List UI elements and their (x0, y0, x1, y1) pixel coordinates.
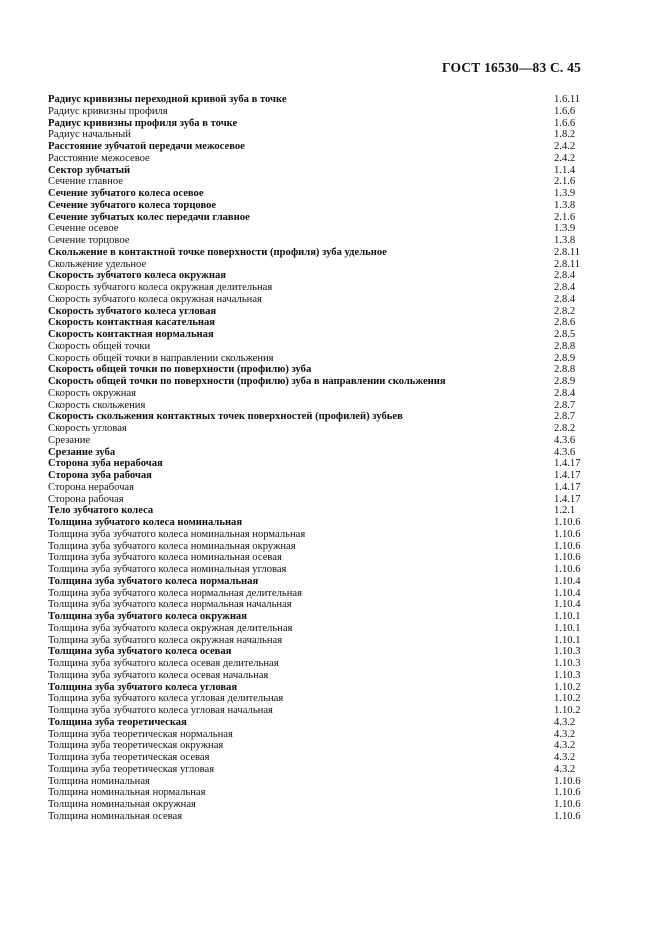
index-entry (48, 623, 583, 635)
index-entry (48, 564, 583, 576)
index-entry (48, 717, 583, 729)
index-term: Толщина зуба зубчатого колеса угловая (48, 681, 238, 693)
index-term: Скорость общей точки по поверхности (профилю) зуба в направлении скольжения (48, 376, 446, 387)
index-entry (48, 176, 583, 188)
index-reference: 2.8.4 (554, 293, 576, 305)
index-entry (48, 106, 583, 118)
index-entry (48, 212, 583, 224)
index-reference: 1.6.11 (554, 94, 581, 105)
index-term: Скорость общей точки в направлении скольжения (48, 352, 274, 364)
index-entry (48, 153, 583, 165)
index-reference: 2.8.8 (554, 340, 576, 352)
index-reference: 2.8.9 (554, 376, 576, 387)
index-entry (48, 611, 583, 623)
index-reference: 4.3.2 (554, 728, 576, 740)
index-reference: 1.10.6 (554, 528, 581, 540)
index-reference: 1.10.4 (554, 575, 581, 587)
index-reference: 1.10.3 (554, 646, 581, 658)
index-term: Сторона нерабочая (48, 481, 135, 493)
index-reference: 4.3.2 (554, 716, 576, 728)
index-reference: 1.10.6 (554, 787, 581, 799)
index-reference: 2.8.7 (554, 411, 576, 423)
index-reference: 2.8.8 (554, 364, 576, 376)
page-header: ГОСТ 16530—83 С. 45 (442, 60, 581, 75)
index-reference: 1.10.4 (554, 599, 581, 611)
index-term: Тело зубчатого колеса (48, 505, 154, 517)
index-term: Сечение зубчатого колеса торцовое (48, 199, 217, 211)
index-reference: 1.10.3 (554, 658, 581, 669)
index-reference: 2.8.4 (554, 282, 576, 293)
index-term: Скорость общей точки (48, 340, 151, 352)
index-entry (48, 129, 583, 141)
index-term: Толщина зуба зубчатого колеса окружная делительная (48, 622, 293, 634)
index-reference: 1.10.6 (554, 552, 581, 564)
index-entry (48, 729, 583, 741)
index-term: Толщина номинальная нормальная (48, 787, 206, 799)
index-reference: 4.3.2 (554, 740, 576, 752)
index-term: Скорость зубчатого колеса окружная начальная (48, 293, 262, 305)
index-entry (48, 646, 583, 658)
index-reference: 1.10.2 (554, 693, 581, 705)
index-reference: 1.8.2 (554, 129, 576, 141)
index-term: Скорость контактная нормальная (48, 329, 214, 340)
index-reference: 1.3.9 (554, 188, 576, 199)
index-reference: 2.8.5 (554, 329, 576, 340)
index-term: Сторона зуба нерабочая (48, 458, 163, 470)
index-term: Толщина зуба теоретическая угловая (48, 763, 215, 775)
index-term: Толщина номинальная окружная (48, 799, 196, 810)
index-entry (48, 341, 583, 353)
index-entry (48, 658, 583, 670)
index-reference: 1.10.2 (554, 705, 581, 716)
index-term: Толщина номинальная осевая (48, 810, 183, 822)
index-reference: 1.10.6 (554, 775, 581, 787)
index-entry (48, 764, 583, 776)
index-term: Скорость угловая (48, 423, 127, 434)
index-term: Толщина зуба зубчатого колеса номинальная угловая (48, 564, 287, 575)
index-term: Скорость зубчатого колеса окружная делительная (48, 282, 273, 293)
index-reference: 1.10.6 (554, 540, 581, 552)
index-term: Скорость окружная (48, 387, 136, 399)
index-entry (48, 635, 583, 647)
index-term: Сторона зуба рабочая (48, 470, 152, 481)
index-reference: 1.10.4 (554, 587, 581, 599)
index-entry (48, 541, 583, 553)
index-entry (48, 423, 583, 435)
index-term: Радиус кривизны переходной кривой зуба в точке (48, 94, 287, 105)
index-reference: 1.10.1 (554, 634, 581, 646)
index-term: Сечение осевое (48, 223, 119, 235)
index-entry (48, 529, 583, 541)
index-term: Скорость зубчатого колеса угловая (48, 305, 217, 317)
index-term: Толщина зуба теоретическая осевая (48, 752, 210, 763)
index-term: Толщина зуба зубчатого колеса осевая делительная (48, 658, 279, 669)
index-reference: 2.8.7 (554, 399, 576, 411)
index-term: Сторона рабочая (48, 493, 124, 505)
index-entry (48, 294, 583, 306)
index-entry (48, 329, 583, 341)
index-term: Скорость общей точки по поверхности (профилю) зуба (48, 364, 312, 376)
index-term: Радиус начальный (48, 129, 131, 141)
index-entry (48, 317, 583, 329)
index-term: Толщина зуба теоретическая окружная (48, 740, 224, 752)
index-reference: 1.10.3 (554, 669, 581, 681)
index-reference: 1.10.1 (554, 622, 581, 634)
index-term: Толщина зуба зубчатого колеса осевая (48, 646, 232, 658)
index-entry (48, 482, 583, 494)
index-reference: 1.10.1 (554, 611, 581, 622)
index-term: Толщина зуба теоретическая (48, 716, 187, 728)
index-term: Толщина зуба зубчатого колеса номинальная осевая (48, 552, 282, 564)
index-reference: 2.1.6 (554, 176, 576, 188)
index-term: Скольжение в контактной точке поверхности (профиля) зуба удельное (48, 246, 387, 258)
index-reference: 1.3.8 (554, 235, 576, 246)
index-entry (48, 776, 583, 788)
index-entry (48, 353, 583, 365)
index-term: Сечение зубчатых колес передачи главное (48, 211, 250, 223)
index-reference: 1.10.6 (554, 564, 581, 575)
index-reference: 2.8.4 (554, 387, 576, 399)
index-term: Скорость зубчатого колеса окружная (48, 270, 226, 282)
index-term: Расстояние межосевое (48, 152, 150, 164)
index-entry (48, 270, 583, 282)
index-entry (48, 141, 583, 153)
index-entry (48, 118, 583, 130)
index-entry (48, 400, 583, 412)
index-reference: 2.8.2 (554, 423, 576, 434)
index-entry (48, 799, 583, 811)
index-reference: 1.4.17 (554, 470, 581, 481)
index-reference: 4.3.6 (554, 434, 576, 446)
index-reference: 1.3.9 (554, 223, 576, 235)
index-entry (48, 811, 583, 823)
index-entry (48, 94, 583, 106)
index-entry (48, 787, 583, 799)
index-reference: 1.1.4 (554, 164, 576, 176)
index-term: Скорость скольжения (48, 399, 146, 411)
index-reference: 1.4.17 (554, 493, 581, 505)
index-entry (48, 576, 583, 588)
index-entry (48, 165, 583, 177)
index-entry (48, 259, 583, 271)
index-entry (48, 282, 583, 294)
index-entry (48, 435, 583, 447)
index-term: Срезание зуба (48, 446, 116, 458)
index-entry (48, 247, 583, 259)
index-term: Сечение зубчатого колеса осевое (48, 188, 204, 199)
index-entry (48, 235, 583, 247)
index-reference: 2.4.2 (554, 152, 576, 164)
index-reference: 2.8.4 (554, 270, 576, 282)
index-entry (48, 200, 583, 212)
index-term: Скорость контактная касательная (48, 317, 216, 329)
index-reference: 4.3.6 (554, 446, 576, 458)
index-term: Скорость скольжения контактных точек поверхностей (профилей) зубьев (48, 411, 403, 423)
index-term: Радиус кривизны профиля зуба в точке (48, 117, 238, 129)
index-term: Толщина зуба зубчатого колеса окружная начальная (48, 634, 283, 646)
index-term: Толщина зуба зубчатого колеса угловая начальная (48, 705, 273, 716)
index-term: Толщина зуба зубчатого колеса осевая начальная (48, 669, 269, 681)
index-term: Толщина зуба зубчатого колеса нормальная (48, 575, 259, 587)
index-term: Сечение торцовое (48, 235, 130, 246)
index-reference: 2.1.6 (554, 211, 576, 223)
index-entry (48, 752, 583, 764)
index-term: Толщина зуба зубчатого колеса окружная (48, 611, 247, 622)
index-entry (48, 693, 583, 705)
index-entry (48, 682, 583, 694)
index-reference: 1.10.6 (554, 810, 581, 822)
index-term: Толщина зуба зубчатого колеса нормальная делительная (48, 587, 302, 599)
index-reference: 1.10.2 (554, 681, 581, 693)
index-entry (48, 670, 583, 682)
index-term: Радиус кривизны профиля (48, 105, 168, 117)
index-term: Срезание (48, 434, 91, 446)
index-entry (48, 364, 583, 376)
index-entry (48, 470, 583, 482)
index-entry (48, 552, 583, 564)
index-reference: 2.8.6 (554, 317, 576, 329)
index-reference: 1.10.6 (554, 517, 581, 528)
index-reference: 1.6.6 (554, 117, 576, 129)
index-term: Толщина зубчатого колеса номинальная (48, 517, 243, 528)
index-entry (48, 505, 583, 517)
index-term: Сектор зубчатый (48, 164, 131, 176)
index-reference: 4.3.2 (554, 763, 576, 775)
index-term: Толщина зуба зубчатого колеса номинальная нормальная (48, 528, 306, 540)
index-reference: 2.8.9 (554, 352, 576, 364)
index-term: Скольжение удельное (48, 258, 147, 270)
index-term: Расстояние зубчатой передачи межосевое (48, 141, 245, 152)
index-entry (48, 223, 583, 235)
index-entry (48, 447, 583, 459)
alphabetical-index (48, 94, 583, 823)
index-entry (48, 388, 583, 400)
index-reference: 2.8.2 (554, 305, 576, 317)
index-entry (48, 517, 583, 529)
index-term: Сечение главное (48, 176, 123, 188)
index-entry (48, 705, 583, 717)
index-term: Толщина зуба зубчатого колеса нормальная начальная (48, 599, 292, 611)
index-entry (48, 599, 583, 611)
index-term: Толщина номинальная (48, 775, 150, 787)
index-term: Толщина зуба зубчатого колеса угловая делительная (48, 693, 284, 705)
index-reference: 1.3.8 (554, 199, 576, 211)
index-entry (48, 306, 583, 318)
index-entry (48, 588, 583, 600)
index-term: Толщина зуба теоретическая нормальная (48, 728, 233, 740)
index-reference: 1.2.1 (554, 505, 576, 517)
index-entry (48, 740, 583, 752)
index-entry (48, 494, 583, 506)
index-reference: 1.4.17 (554, 458, 581, 470)
index-reference: 1.10.6 (554, 799, 581, 810)
index-reference: 1.6.6 (554, 105, 576, 117)
index-entry (48, 411, 583, 423)
index-term: Толщина зуба зубчатого колеса номинальная окружная (48, 540, 296, 552)
index-reference: 2.8.11 (554, 246, 581, 258)
index-entry (48, 458, 583, 470)
index-entry (48, 376, 583, 388)
index-reference: 2.8.11 (554, 258, 581, 270)
index-entry (48, 188, 583, 200)
index-reference: 4.3.2 (554, 752, 576, 763)
index-reference: 1.4.17 (554, 481, 581, 493)
index-reference: 2.4.2 (554, 141, 576, 152)
